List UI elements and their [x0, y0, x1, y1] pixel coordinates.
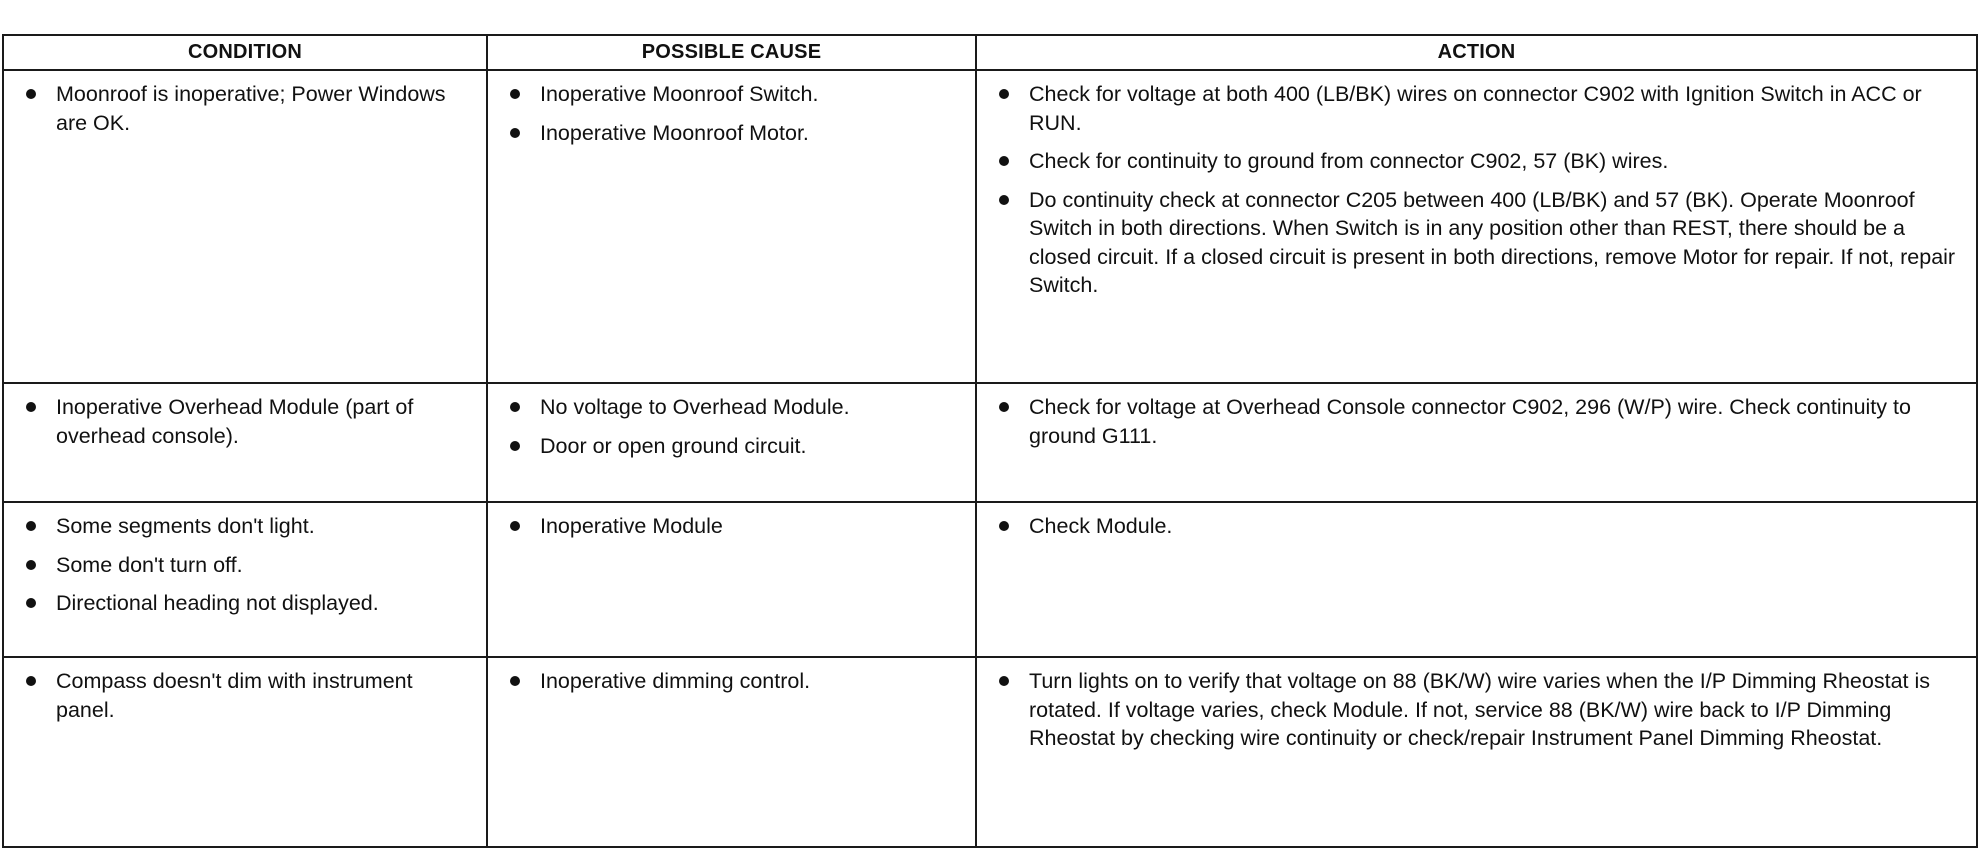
condition-cell: [3, 502, 487, 657]
list-item: [993, 147, 1966, 176]
possible-cause-header: POSSIBLE CAUSE: [487, 35, 976, 70]
list-item: [993, 512, 1966, 541]
possible-cause-cell: [487, 383, 976, 502]
list-item: [20, 589, 476, 618]
action-cell: [976, 383, 1977, 502]
bullet-icon: [999, 195, 1009, 205]
list-item: [504, 393, 965, 422]
bullet-icon: [510, 128, 520, 138]
list-item: [20, 393, 476, 450]
condition-cell: [3, 70, 487, 383]
table-row: [3, 657, 1977, 847]
list-item: [993, 667, 1966, 753]
list-item: [993, 80, 1966, 137]
bullet-icon: [26, 560, 36, 570]
action-text: Turn lights on to verify that voltage on 88 (BK/W) wire varies when the I/P Dimming Rheostat is rotated. If voltage varies, check Module. If not, service 88 (BK/W) wire back to I/P Dimming Rheostat by checking wire continuity or check/repair Instrument Panel Dimming Rheostat.: [1029, 669, 1930, 750]
bullet-icon: [510, 402, 520, 412]
condition-text: Compass doesn't dim with instrument panel.: [56, 669, 413, 722]
list-item: [20, 512, 476, 541]
cause-text: Inoperative Moonroof Motor.: [540, 120, 809, 145]
bullet-icon: [999, 156, 1009, 166]
list-item: [20, 80, 476, 137]
list-item: [504, 432, 965, 461]
bullet-icon: [26, 402, 36, 412]
condition-text: Moonroof is inoperative; Power Windows are OK.: [56, 82, 446, 135]
list-item: [504, 80, 965, 109]
bullet-icon: [999, 521, 1009, 531]
bullet-icon: [510, 89, 520, 99]
cause-text: Inoperative Moonroof Switch.: [540, 82, 819, 106]
action-text: Check for voltage at both 400 (LB/BK) wires on connector C902 with Ignition Switch in ACC or RUN.: [1029, 82, 1922, 135]
list-item: [504, 119, 965, 148]
condition-cell: [3, 657, 487, 847]
cause-text: Inoperative dimming control.: [540, 669, 811, 693]
bullet-icon: [999, 89, 1009, 99]
action-cell: [976, 70, 1977, 383]
cause-text: Inoperative Module: [540, 514, 723, 538]
condition-cell: [3, 383, 487, 502]
bullet-icon: [510, 441, 520, 451]
possible-cause-cell: [487, 70, 976, 383]
bullet-icon: [26, 89, 36, 99]
possible-cause-cell: [487, 657, 976, 847]
bullet-icon: [26, 521, 36, 531]
list-item: [20, 667, 476, 724]
bullet-icon: [510, 521, 520, 531]
list-item: [993, 186, 1966, 300]
bullet-icon: [999, 402, 1009, 412]
action-cell: [976, 657, 1977, 847]
action-text: Check Module.: [1029, 514, 1173, 538]
cause-text: Door or open ground circuit.: [540, 433, 807, 458]
bullet-icon: [510, 676, 520, 686]
table-row: [3, 502, 1977, 657]
possible-cause-cell: [487, 502, 976, 657]
list-item: [993, 393, 1966, 450]
action-text: Check for voltage at Overhead Console connector C902, 296 (W/P) wire. Check continuity to ground G111.: [1029, 395, 1911, 448]
list-item: [20, 551, 476, 580]
cause-text: No voltage to Overhead Module.: [540, 395, 850, 419]
list-item: [504, 512, 965, 541]
bullet-icon: [26, 676, 36, 686]
action-cell: [976, 502, 1977, 657]
condition-text: Some don't turn off.: [56, 552, 243, 577]
condition-header: CONDITION: [3, 35, 487, 70]
list-item: [504, 667, 965, 696]
action-text: Check for continuity to ground from connector C902, 57 (BK) wires.: [1029, 149, 1669, 173]
bullet-icon: [26, 598, 36, 608]
action-text: Do continuity check at connector C205 between 400 (LB/BK) and 57 (BK). Operate Moonroof Switch in both directions. When Switch is in any position other than REST, there should be a closed circuit. If a closed circuit is present in both directions, remove Motor for repair. If not, repair Switch.: [1029, 187, 1956, 297]
table-header-row: [3, 35, 1977, 70]
condition-text: Some segments don't light.: [56, 514, 315, 538]
action-header: ACTION: [976, 35, 1977, 70]
table-row: [3, 70, 1977, 383]
condition-text: Directional heading not displayed.: [56, 591, 379, 615]
table-row: [3, 383, 1977, 502]
diagnosis-table: [2, 34, 1978, 848]
bullet-icon: [999, 676, 1009, 686]
condition-text: Inoperative Overhead Module (part of overhead console).: [56, 395, 414, 448]
